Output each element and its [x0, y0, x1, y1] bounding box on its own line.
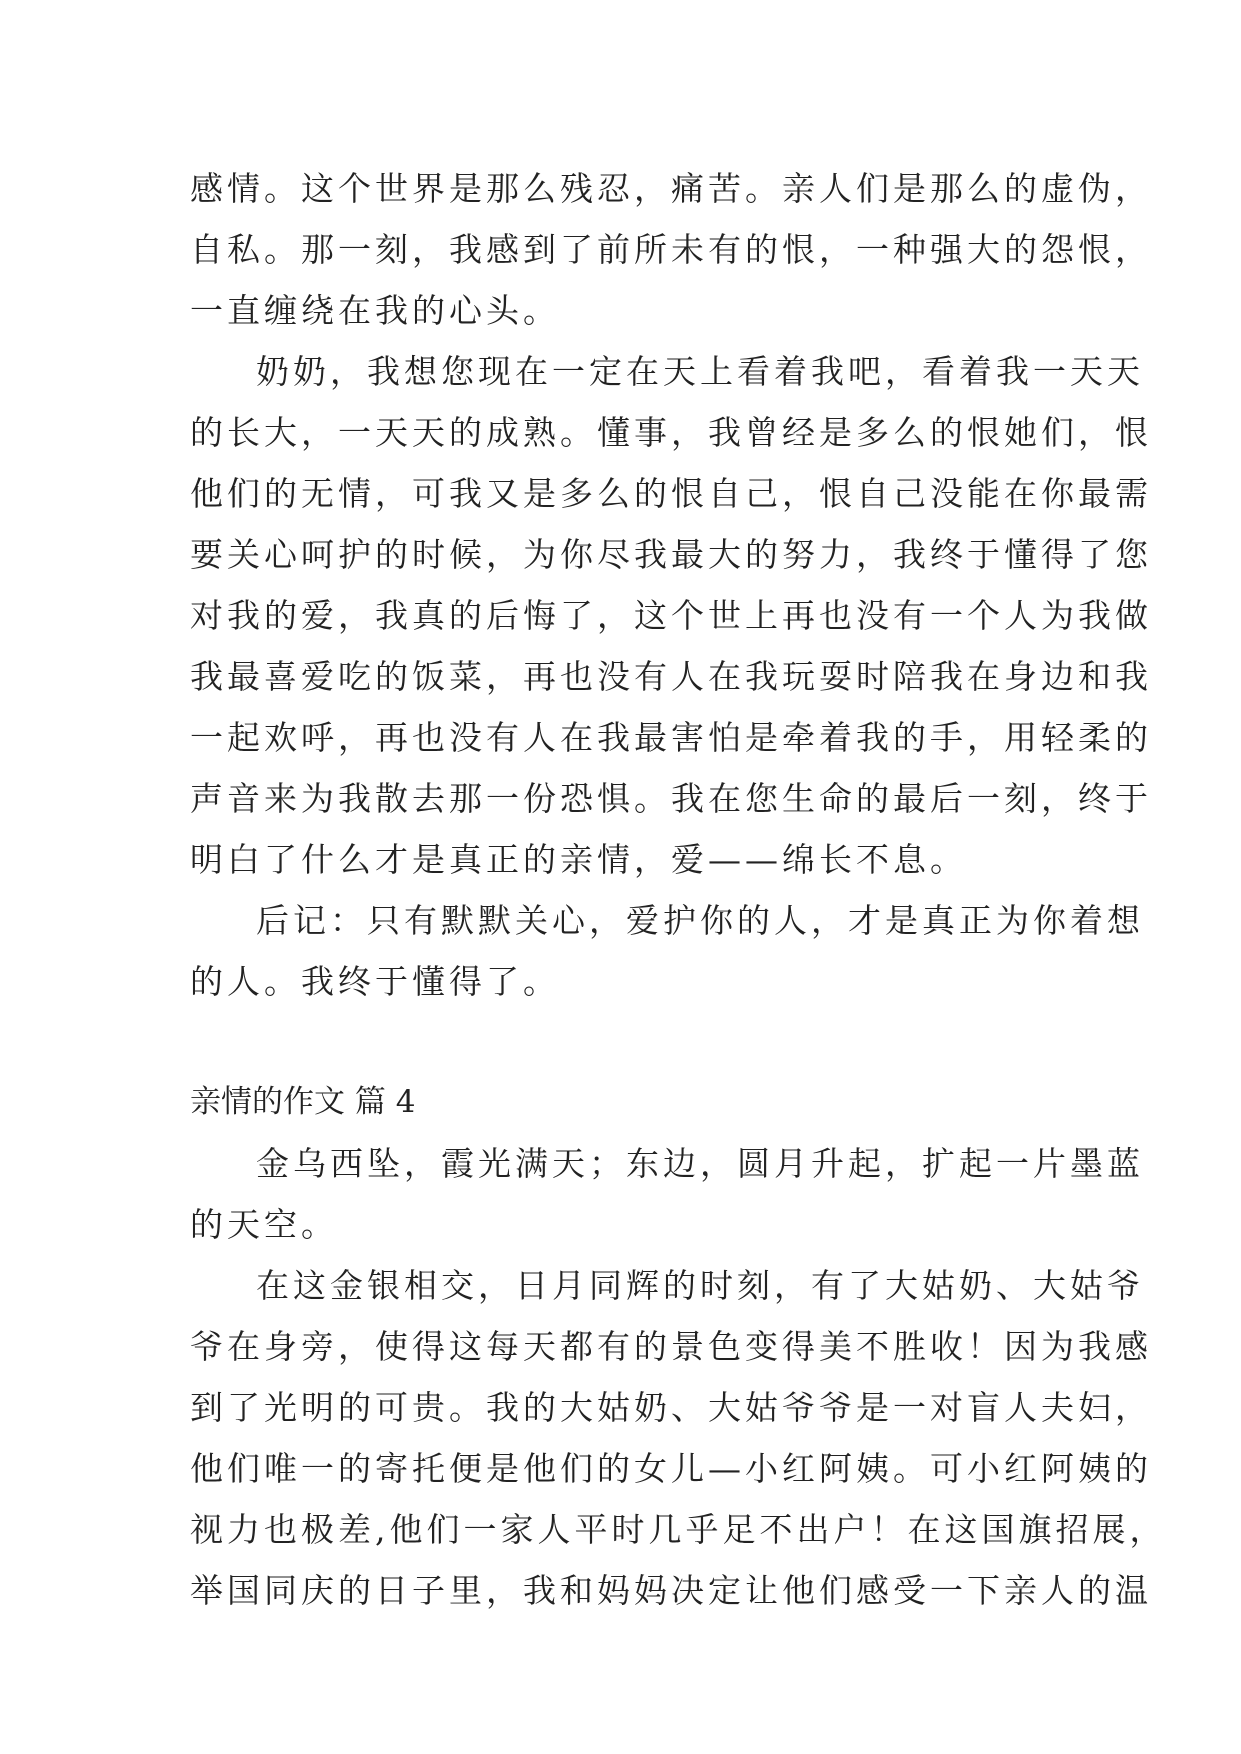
text-line: 我最喜爱吃的饭菜，再也没有人在我玩耍时陪我在身边和我 — [190, 657, 1152, 696]
text-line: 举国同庆的日子里，我和妈妈决定让他们感受一下亲人的温 — [190, 1571, 1152, 1610]
paragraph-first-line: 在这金银相交，日月同辉的时刻，有了大姑奶、大姑爷 — [256, 1266, 1144, 1305]
text-line: 到了光明的可贵。我的大姑奶、大姑爷爷是一对盲人夫妇， — [190, 1388, 1152, 1427]
text-line: 一起欢呼，再也没有人在我最害怕是牵着我的手，用轻柔的 — [190, 718, 1152, 757]
paragraph-first-line: 后记：只有默默关心，爱护你的人，才是真正为你着想 — [256, 901, 1144, 940]
text-line: 视力也极差,他们一家人平时几乎足不出户！在这国旗招展， — [190, 1510, 1167, 1549]
text-line: 的天空。 — [190, 1205, 338, 1244]
section-heading: 亲情的作文 篇 4 — [190, 1084, 416, 1120]
text-line: 他们唯一的寄托便是他们的女儿—小红阿姨。可小红阿姨的 — [190, 1449, 1152, 1488]
text-line: 他们的无情，可我又是多么的恨自己，恨自己没能在你最需 — [190, 474, 1152, 513]
text-line: 一直缠绕在我的心头。 — [190, 291, 560, 330]
document-body — [190, 158, 1167, 1621]
text-line: 爷在身旁，使得这每天都有的景色变得美不胜收！因为我感 — [190, 1327, 1152, 1366]
text-line: 的人。我终于懂得了。 — [190, 962, 560, 1001]
paragraph-first-line: 奶奶，我想您现在一定在天上看着我吧，看着我一天天 — [256, 352, 1144, 391]
text-line: 要关心呵护的时候，为你尽我最大的努力，我终于懂得了您 — [190, 535, 1152, 574]
text-line: 声音来为我散去那一份恐惧。我在您生命的最后一刻，终于 — [190, 779, 1152, 818]
text-line: 感情。这个世界是那么残忍，痛苦。亲人们是那么的虚伪， — [190, 169, 1152, 208]
text-line: 对我的爱，我真的后悔了，这个世上再也没有一个人为我做 — [190, 596, 1152, 635]
paragraph-first-line: 金乌西坠，霞光满天；东边，圆月升起，扩起一片墨蓝 — [256, 1144, 1144, 1183]
text-line: 的长大，一天天的成熟。懂事，我曾经是多么的恨她们，恨 — [190, 413, 1152, 452]
text-line: 自私。那一刻，我感到了前所未有的恨，一种强大的怨恨， — [190, 230, 1152, 269]
text-line: 明白了什么才是真正的亲情，爱——绵长不息。 — [190, 840, 967, 879]
section-gap — [190, 1012, 1070, 1072]
